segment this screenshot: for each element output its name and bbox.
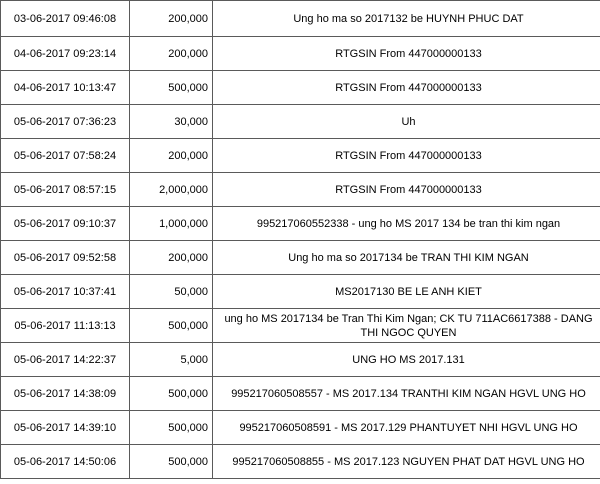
amount-cell: 500,000: [130, 377, 213, 411]
amount-cell: 50,000: [130, 275, 213, 309]
description-cell: RTGSIN From 447000000133: [213, 139, 600, 173]
description-cell: Uh: [213, 105, 600, 139]
date-cell: 05-06-2017 14:22:37: [1, 343, 130, 377]
date-cell: 05-06-2017 11:13:13: [1, 309, 130, 343]
description-cell: RTGSIN From 447000000133: [213, 71, 600, 105]
date-cell: 05-06-2017 07:58:24: [1, 139, 130, 173]
table-row: [1, 343, 600, 377]
amount-cell: 2,000,000: [130, 173, 213, 207]
description-cell: RTGSIN From 447000000133: [213, 173, 600, 207]
table-row: [1, 377, 600, 411]
amount-cell: 500,000: [130, 309, 213, 343]
amount-cell: 500,000: [130, 411, 213, 445]
date-cell: 05-06-2017 14:39:10: [1, 411, 130, 445]
amount-cell: 500,000: [130, 445, 213, 479]
date-cell: 05-06-2017 09:10:37: [1, 207, 130, 241]
description-cell: 995217060508591 - MS 2017.129 PHANTUYET NHI HGVL UNG HO: [213, 411, 600, 445]
amount-cell: 200,000: [130, 37, 213, 71]
date-cell: 05-06-2017 14:50:06: [1, 445, 130, 479]
table-row: [1, 445, 600, 479]
date-cell: 05-06-2017 09:52:58: [1, 241, 130, 275]
date-cell: 05-06-2017 08:57:15: [1, 173, 130, 207]
description-cell: 995217060552338 - ung ho MS 2017 134 be tran thi kim ngan: [213, 207, 600, 241]
amount-cell: 500,000: [130, 71, 213, 105]
table-row: [1, 71, 600, 105]
description-cell: Ung ho ma so 2017134 be TRAN THI KIM NGAN: [213, 241, 600, 275]
description-cell: UNG HO MS 2017.131: [213, 343, 600, 377]
date-cell: 05-06-2017 10:37:41: [1, 275, 130, 309]
table-row: [1, 275, 600, 309]
amount-cell: 5,000: [130, 343, 213, 377]
date-cell: 05-06-2017 07:36:23: [1, 105, 130, 139]
amount-cell: 200,000: [130, 1, 213, 37]
date-cell: 03-06-2017 09:46:08: [1, 1, 130, 37]
amount-cell: 200,000: [130, 139, 213, 173]
description-cell: 995217060508557 - MS 2017.134 TRANTHI KIM NGAN HGVL UNG HO: [213, 377, 600, 411]
amount-cell: 30,000: [130, 105, 213, 139]
table-row: [1, 309, 600, 343]
transaction-table-body: [1, 1, 600, 479]
description-cell: 995217060508855 - MS 2017.123 NGUYEN PHAT DAT HGVL UNG HO: [213, 445, 600, 479]
date-cell: 05-06-2017 14:38:09: [1, 377, 130, 411]
table-row: [1, 173, 600, 207]
table-row: [1, 411, 600, 445]
description-cell: RTGSIN From 447000000133: [213, 37, 600, 71]
table-row: [1, 241, 600, 275]
table-row: [1, 37, 600, 71]
date-cell: 04-06-2017 10:13:47: [1, 71, 130, 105]
amount-cell: 200,000: [130, 241, 213, 275]
description-cell: Ung ho ma so 2017132 be HUYNH PHUC DAT: [213, 1, 600, 37]
table-row: [1, 139, 600, 173]
description-cell: ung ho MS 2017134 be Tran Thi Kim Ngan; CK TU 711AC6617388 - DANG THI NGOC QUYEN: [213, 309, 600, 343]
table-row: [1, 1, 600, 37]
table-row: [1, 207, 600, 241]
date-cell: 04-06-2017 09:23:14: [1, 37, 130, 71]
amount-cell: 1,000,000: [130, 207, 213, 241]
table-row: [1, 105, 600, 139]
description-cell: MS2017130 BE LE ANH KIET: [213, 275, 600, 309]
